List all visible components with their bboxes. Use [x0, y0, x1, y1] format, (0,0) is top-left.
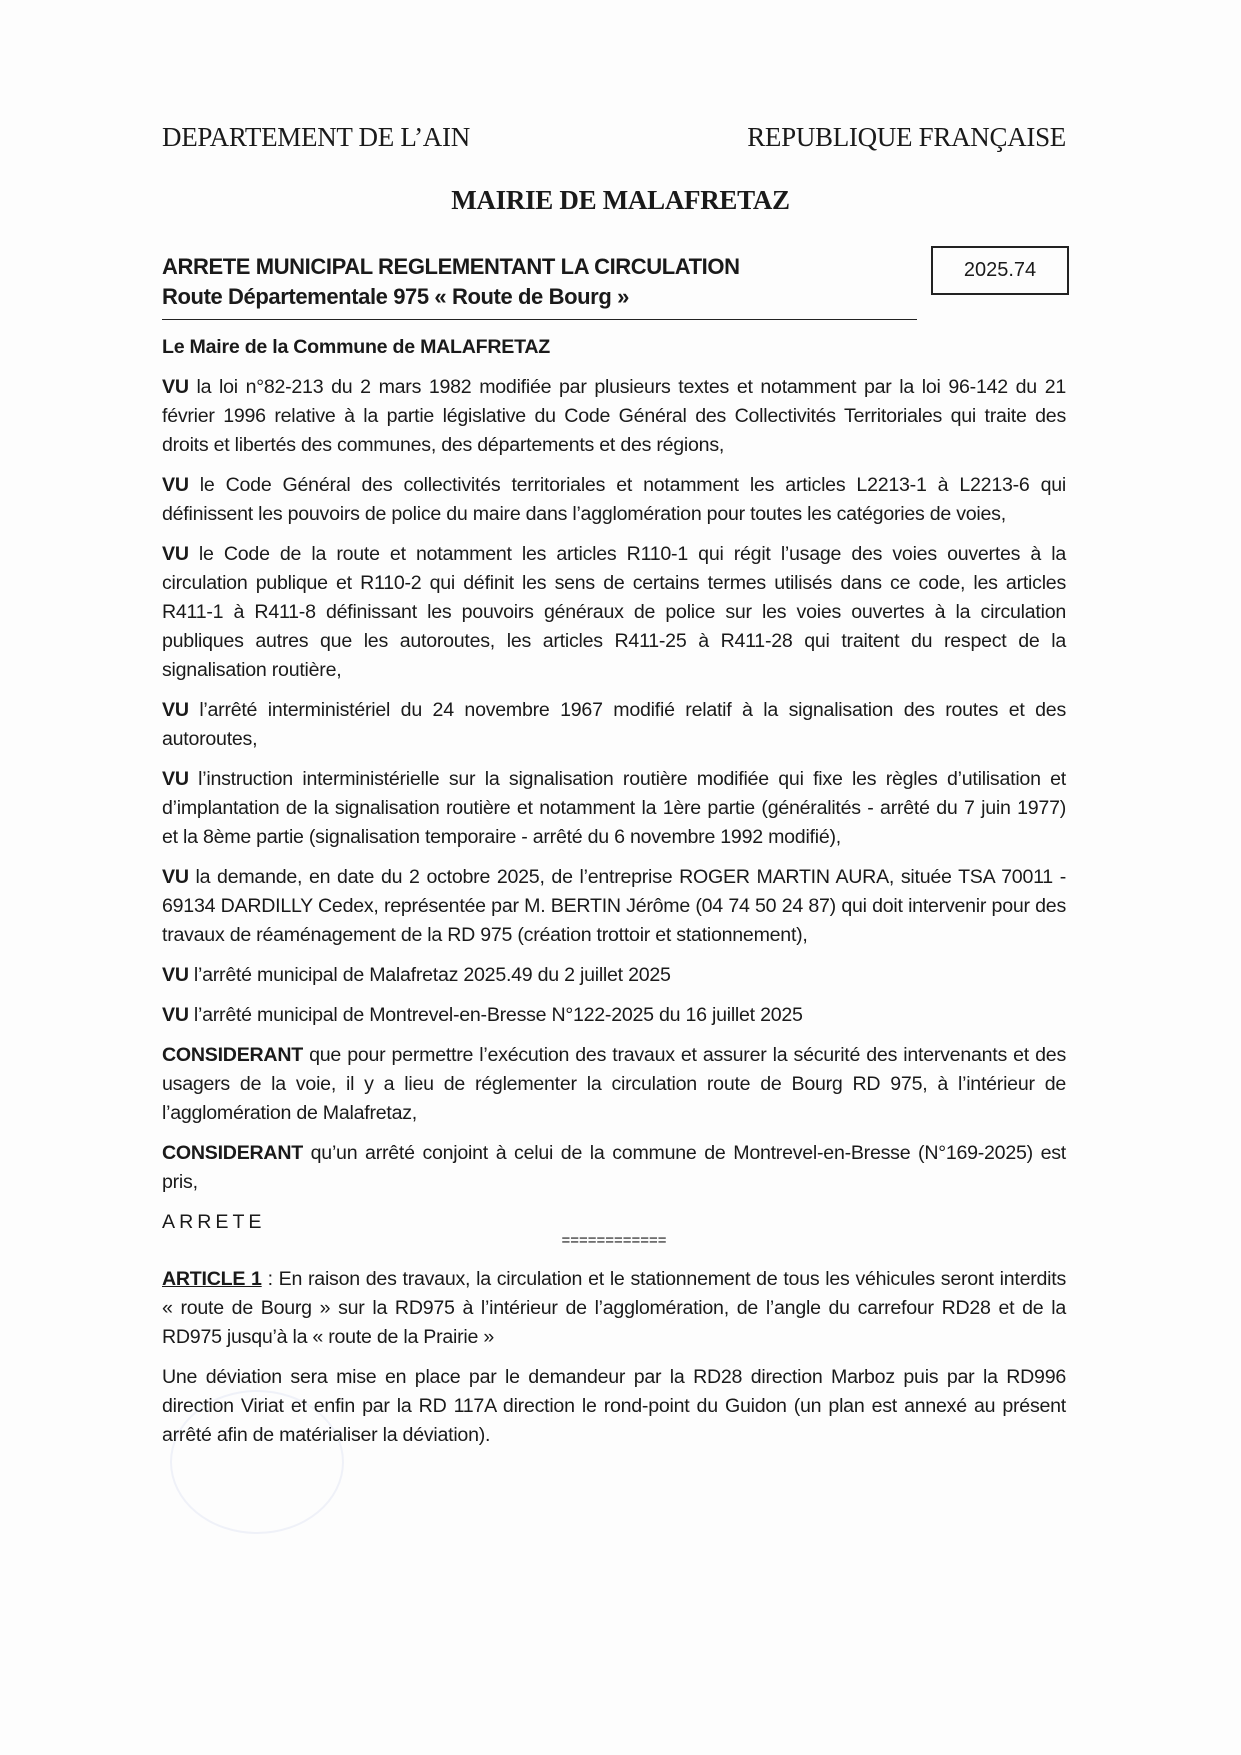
visa-keyword: VU — [162, 699, 189, 721]
visa-paragraph — [162, 373, 1066, 460]
decree-title-line1: ARRETE MUNICIPAL REGLEMENTANT LA CIRCULATION — [162, 254, 740, 279]
visa-paragraph — [162, 1001, 1066, 1030]
document-body — [162, 333, 1066, 1461]
department-header: DEPARTEMENT DE L’AIN — [162, 122, 470, 152]
visa-paragraph — [162, 961, 1066, 990]
considerant-text: que pour permettre l’exécution des travaux et assurer la sécurité des intervenants et des usagers de la voie, il y a lieu de réglementer la circulation route de Bourg RD 975, à l’intérieur de l’agglomération de Malafretaz, — [162, 1044, 1066, 1124]
visa-paragraph — [162, 696, 1066, 754]
decree-title — [162, 252, 917, 312]
visa-keyword: VU — [162, 376, 189, 398]
visa-paragraph — [162, 765, 1066, 852]
arrete-heading: ARRETE — [162, 1211, 266, 1233]
considerant-text: qu’un arrêté conjoint à celui de la commune de Montrevel-en-Bresse (N°169-2025) est pris, — [162, 1142, 1066, 1193]
visa-keyword: VU — [162, 964, 189, 986]
considerant-paragraph — [162, 1139, 1066, 1197]
article-text: En raison des travaux, la circulation et le stationnement de tous les véhicules seront interdits « route de Bourg » sur la RD975 à l’intérieur de l’agglomération, de l’angle du carrefour RD28 et de la RD975 jusqu’à la « route de la Prairie » — [162, 1268, 1066, 1348]
visa-text: l’instruction interministérielle sur la signalisation routière modifiée qui fixe les règles d’utilisation et d’implantation de la signalisation routière et notamment la 1ère partie (généralités - arrêté du 7 juin 1977) et la 8ème partie (signalisation temporaire - arrêté du 6 novembre 1992 modifié), — [162, 768, 1066, 848]
decree-title-line2: Route Départementale 975 « Route de Bourg » — [162, 284, 629, 309]
article-label: ARTICLE 1 — [162, 1268, 262, 1290]
visa-paragraph — [162, 471, 1066, 529]
visa-text: l’arrêté interministériel du 24 novembre 1967 modifié relatif à la signalisation des routes et des autoroutes, — [162, 699, 1066, 750]
visa-paragraph — [162, 540, 1066, 685]
visa-text: l’arrêté municipal de Montrevel-en-Bresse N°122-2025 du 16 juillet 2025 — [188, 1004, 803, 1026]
considerant-keyword: CONSIDERANT — [162, 1044, 303, 1066]
article-followup-paragraph: Une déviation sera mise en place par le demandeur par la RD28 direction Marboz puis par la RD996 direction Viriat et enfin par la RD 117A direction le rond-point du Guidon (un plan est annexé au présent arrêté afin de matérialiser la déviation). — [162, 1366, 1066, 1446]
mayor-intro: Le Maire de la Commune de MALAFRETAZ — [162, 336, 550, 358]
visa-keyword: VU — [162, 866, 189, 888]
mairie-title: MAIRIE DE MALAFRETAZ — [451, 185, 790, 215]
visa-text: le Code Général des collectivités territoriales et notamment les articles L2213-1 à L2213-6 qui définissent les pouvoirs de police du maire dans l’agglomération pour toutes les catégories de voies, — [162, 474, 1066, 525]
article-paragraph — [162, 1265, 1066, 1352]
article-label-separator: : — [261, 1268, 279, 1290]
visa-keyword: VU — [162, 543, 189, 565]
visa-text: le Code de la route et notamment les articles R110-1 qui régit l’usage des voies ouvertes à la circulation publique et R110-2 qui définit les sens de certains termes utilisés dans ce code, les articles R411-1 à R411-8 définissant les pouvoirs généraux de police sur les voies ouvertes à la circulation publiques autres que les autoroutes, les articles R411-25 à R411-28 qui traitent du respect de la signalisation routière, — [162, 543, 1066, 681]
title-underline — [162, 319, 917, 320]
republic-header: REPUBLIQUE FRANÇAISE — [747, 122, 1066, 152]
decree-reference-box: 2025.74 — [931, 246, 1069, 295]
visa-keyword: VU — [162, 768, 189, 790]
visa-keyword: VU — [162, 1004, 189, 1026]
visa-text: la loi n°82-213 du 2 mars 1982 modifiée par plusieurs textes et notamment par la loi 96-142 du 21 février 1996 relative à la partie législative du Code Général des Collectivités Territoriales qui traite des droits et libertés des communes, des départements et des régions, — [162, 376, 1066, 456]
visa-text: l’arrêté municipal de Malafretaz 2025.49 du 2 juillet 2025 — [188, 964, 671, 986]
considerant-keyword: CONSIDERANT — [162, 1142, 303, 1164]
visa-keyword: VU — [162, 474, 189, 496]
considerant-paragraph — [162, 1041, 1066, 1128]
arrete-separator: ============ — [561, 1232, 667, 1249]
visa-paragraph — [162, 863, 1066, 950]
visa-text: la demande, en date du 2 octobre 2025, de l’entreprise ROGER MARTIN AURA, située TSA 70011 - 69134 DARDILLY Cedex, représentée par M. BERTIN Jérôme (04 74 50 24 87) qui doit intervenir pour des travaux de réaménagement de la RD 975 (création trottoir et stationnement), — [162, 866, 1066, 946]
